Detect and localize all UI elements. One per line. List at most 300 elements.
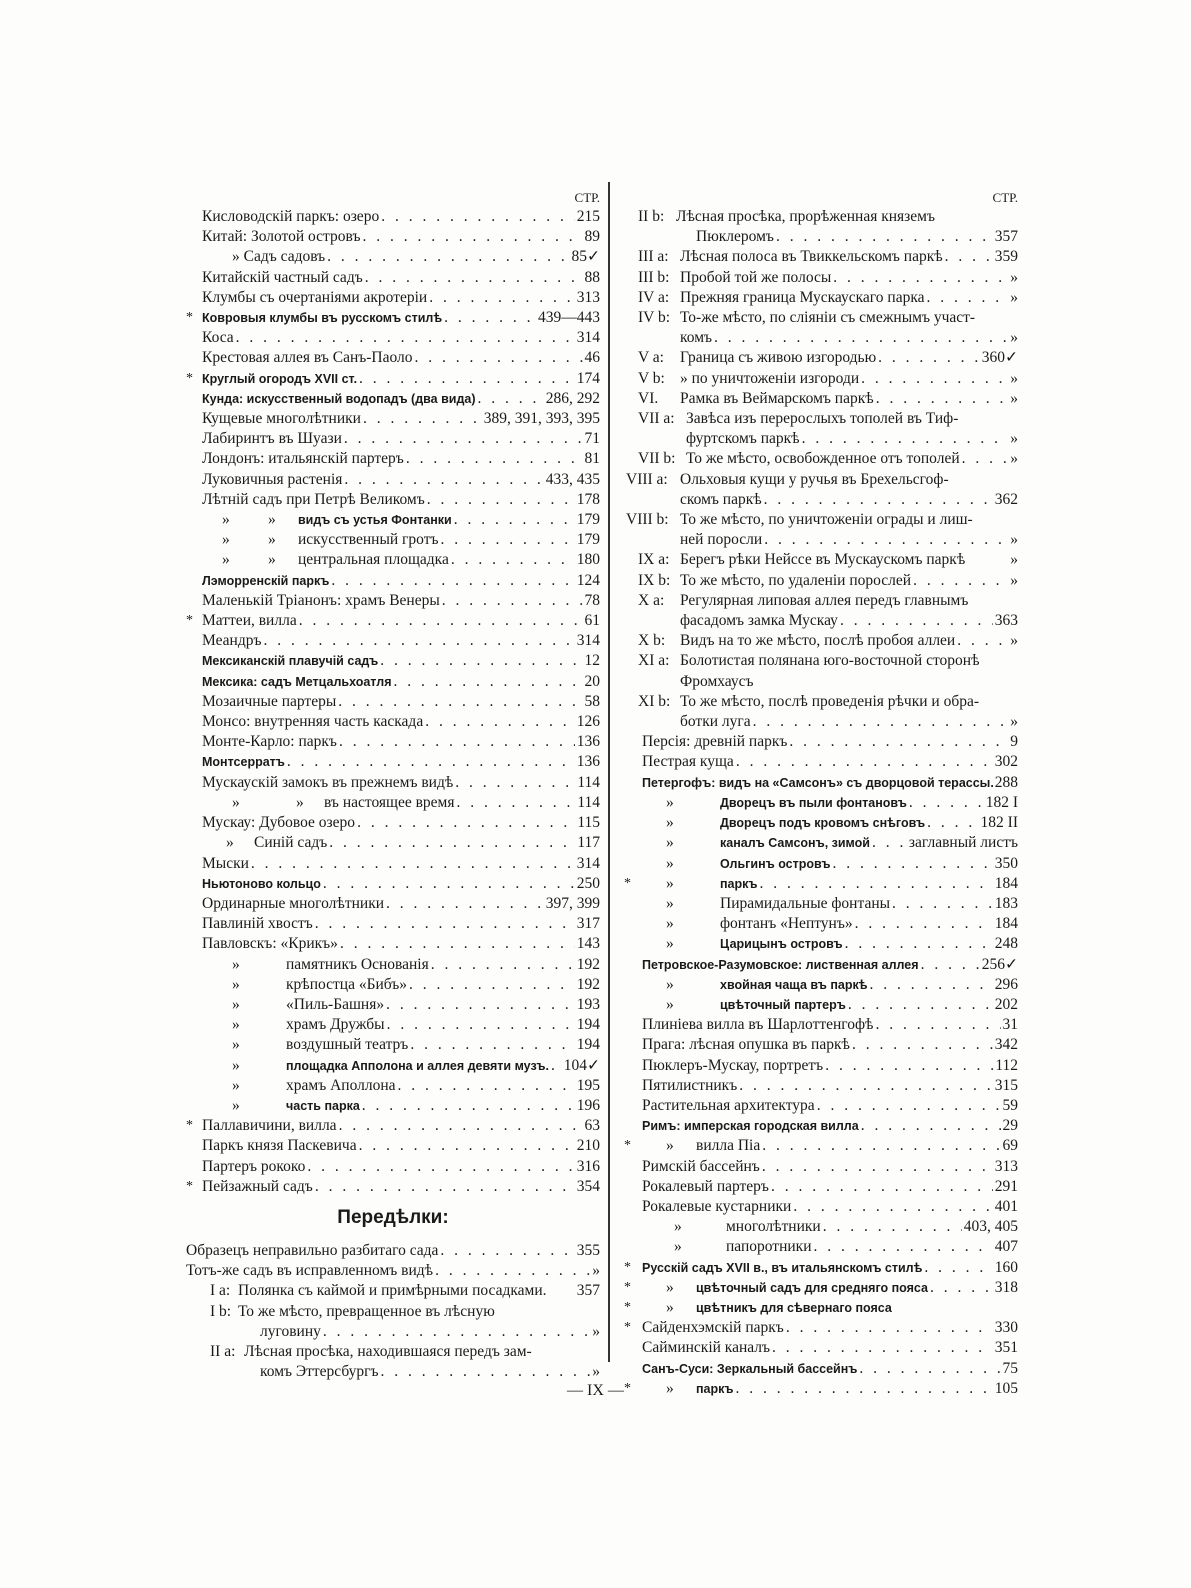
index-entry [186,934,600,954]
index-entry [626,752,1018,772]
entry-text: цвѣточный партеръ [720,997,846,1012]
index-entry [626,571,1018,591]
entry-text: Пробой той же полосы [680,268,832,286]
entry-label: » [666,874,674,892]
entry-text: комъ [680,329,713,347]
page-number: 115 [577,814,600,832]
page-number: 179 [576,511,600,529]
dot-leader [927,813,978,833]
entry-text: воздушный театръ [286,1036,409,1054]
dot-leader [825,1056,993,1076]
entry-label: » [666,814,674,832]
entry-text: Пюклеромъ [696,228,774,246]
page-number: 184 [994,915,1018,933]
index-entry [186,510,600,530]
entry-label: » [666,1379,674,1397]
page-number: 89 [584,228,600,246]
dot-leader [307,1157,574,1177]
entry-text: Мозаичные партеры [202,692,337,710]
dot-leader [381,207,575,227]
entry-text: Болотистая полянана юго-восточной сторонѣ [680,652,980,670]
page-number: 314 [576,329,600,347]
index-entry [626,712,1018,732]
entry-text: луговину [260,1322,321,1340]
entry-label: V a: [638,349,664,367]
page-number: » [1010,713,1018,731]
dot-leader [861,1116,1001,1136]
asterisk-mark: * [624,1138,631,1154]
page-number: 342 [994,1036,1018,1054]
entry-text: Мыски [202,854,249,872]
dot-leader [793,1197,992,1217]
entry-text: Лондонъ: итальянскій партеръ [202,450,404,468]
index-entry [626,1015,1018,1035]
index-entry [626,389,1018,409]
dot-leader [340,934,575,954]
page-number: 9 [1010,733,1018,751]
page-number: » [1010,430,1018,448]
index-entry [626,308,1018,328]
index-entry [186,1281,600,1301]
entry-label: » [232,995,240,1013]
page-column-label: СТР. [574,190,600,205]
dot-leader [852,1035,993,1055]
asterisk-mark: * [624,875,631,891]
page-number: 31 [1002,1016,1018,1034]
entry-text: То же мѣсто, послѣ проведенія рѣчки и обра- [680,692,980,710]
dot-leader [323,874,575,894]
index-entry [626,651,1018,671]
page-number: 291 [994,1177,1018,1195]
entry-text: Маттеи, вилла [202,612,297,630]
entry-text: Монсо: внутренняя часть каскада [202,713,424,731]
index-entry [626,1157,1018,1177]
entry-text: Кущевые многолѣтники [202,410,361,428]
entry-text: Кунда: искусственный водопадъ (два вида) [202,391,476,406]
entry-text: Петровское-Разумовское: лиственная аллея [642,957,919,972]
page-number: 439—443 [538,309,600,327]
index-entry [186,550,600,570]
entry-text: Растительная архитектура [642,1096,815,1114]
dot-leader [440,1241,574,1261]
asterisk-mark: * [186,613,193,629]
page-number: 351 [994,1339,1018,1357]
index-entry [186,914,600,934]
entry-label: » [666,854,674,872]
index-entry [186,1362,600,1382]
index-entry [626,207,1018,227]
entry-label: » [232,975,240,993]
page-number: 194 [576,1036,600,1054]
entry-text: памятникъ Основанія [286,955,429,973]
page-number: » [1010,288,1018,306]
index-entry [626,813,1018,833]
entry-text: видъ съ устья Фонтанки [298,513,452,528]
index-entry [626,1056,1018,1076]
entry-text: площадка Апполона и аллея девяти музъ. [286,1058,549,1073]
page-number: » [1010,389,1018,407]
dot-leader [848,995,993,1015]
entry-label: II b: [638,208,665,225]
index-entry [626,490,1018,510]
page-number: 248 [994,935,1018,953]
page-number: 193 [576,995,600,1013]
index-entry [186,955,600,975]
entry-text: Дворецъ подъ кровомъ снѣговъ [720,816,926,831]
entry-label: » [222,511,230,529]
page-number: 117 [577,834,600,852]
page-number: 315 [994,1076,1018,1094]
dot-leader [833,268,1008,288]
page-number: » [1010,268,1018,286]
index-entry [186,894,600,914]
entry-label: » [674,1218,682,1236]
entry-text: То-же мѣсто, по сліяніи съ смежнымъ участ- [680,309,976,327]
entry-label: » [666,1298,674,1316]
page-number: 183 [994,894,1018,912]
entry-label: » [666,1137,674,1155]
page-number: заглавный листъ [908,834,1018,852]
dot-leader [814,1237,993,1257]
entry-text: искусственный гротъ [298,531,439,549]
page-number: 401 [994,1197,1018,1215]
index-entry [626,955,1018,975]
asterisk-mark: * [624,1259,631,1275]
index-entry [186,813,600,833]
entry-label: X a: [638,591,665,609]
dot-leader [714,328,1008,348]
entry-label: VII a: [638,410,675,428]
dot-leader [457,793,576,813]
index-entry [626,894,1018,914]
entry-text: Монте-Карло: паркъ [202,733,337,751]
page-number: 397, 399 [545,894,600,912]
page-number: 318 [994,1278,1018,1296]
dot-leader [263,631,574,651]
index-entry [626,247,1018,267]
entry-text: Ковровыя клумбы въ русскомъ стилѣ [202,311,443,326]
index-entry [186,672,600,692]
entry-label: » [232,793,240,811]
page-number: 12 [584,652,600,670]
index-entry [626,1237,1018,1257]
dot-leader [359,1136,575,1156]
entry-text: Коса [202,329,234,347]
page-number: 182 II [980,814,1018,832]
page-number: 46 [584,349,600,367]
entry-label: V b: [638,369,665,387]
page-number: 88 [584,268,600,286]
entry-text: ней поросли [680,531,763,549]
dot-leader [410,1035,574,1055]
dot-leader [359,369,575,389]
page-number: 192 [576,975,600,993]
entry-text: То же мѣсто, освобожденное отъ тополей [686,450,960,468]
dot-leader [315,1177,575,1197]
dot-leader [927,288,1009,308]
page-number: 389, 391, 393, 395 [483,410,600,428]
dot-leader [344,470,543,490]
page-number: » [1010,571,1018,589]
entry-text: Круглый огородъ XVII ст. [202,371,358,386]
dot-leader [875,1015,1000,1035]
index-entry [186,1261,600,1281]
entry-text: храмъ Дружбы [286,1016,385,1034]
entry-label: XI b: [638,692,671,710]
page-number: 210 [576,1137,600,1155]
index-entry [186,995,600,1015]
page-number: » [1010,632,1018,650]
entry-text: Рокалевый партеръ [642,1177,769,1195]
entry-text: Прага: лѣсная опушка въ паркѣ [642,1036,850,1054]
index-entry [626,672,1018,692]
page-number: 194 [576,1016,600,1034]
dot-leader [876,389,1009,409]
page-number: 286, 292 [545,389,600,407]
index-entry [186,348,600,368]
dot-leader [425,712,575,732]
entry-text: Фромхаусъ [680,672,754,690]
entry-text: Римскій бассейнъ [642,1157,760,1175]
page-number: 403, 405 [963,1218,1018,1236]
entry-label: » [222,531,230,549]
page-number: 63 [584,1117,600,1135]
entry-text: Лэморренскій паркъ [202,573,330,588]
entry-label: » [232,1036,240,1054]
index-entry [186,611,600,631]
entry-text: Полянка съ каймой и примѣрными посадками. [238,1282,547,1300]
page-number: » [592,1262,600,1280]
page-number: 192 [576,955,600,973]
index-entry [186,247,600,267]
dot-leader [442,591,583,611]
dot-leader [739,1076,993,1096]
dot-leader [415,348,583,368]
entry-text: Пестрая куща [642,753,734,771]
section-title: Передѣлки: [337,1206,449,1228]
index-entry [626,1298,1018,1318]
entry-label: » [232,1096,240,1114]
entry-text: Дворецъ въ пыли фонтановъ [720,795,907,810]
entry-label: » [232,1076,240,1094]
index-entry [186,631,600,651]
index-entry [626,268,1018,288]
index-entry [186,752,600,772]
entry-text: Сайминскій каналъ [642,1339,771,1357]
page-number: 313 [994,1157,1018,1175]
entry-text: Видъ на то же мѣсто, послѣ пробоя аллеи [680,632,956,650]
dot-leader [845,934,993,954]
index-entry [186,490,600,510]
page-number: 180 [576,551,600,569]
dot-leader [762,1157,993,1177]
index-entry [626,995,1018,1015]
index-entry [626,1096,1018,1116]
page-number: 59 [1002,1096,1018,1114]
dot-leader [381,1362,591,1382]
index-entry [186,530,600,550]
asterisk-mark: * [624,1279,631,1295]
dot-leader [339,732,575,752]
index-entry [626,409,1018,429]
index-entry [626,288,1018,308]
entry-label: VIII b: [626,511,669,529]
entry-label: » [674,1238,682,1256]
entry-label: » [268,511,276,529]
page-number: 202 [994,995,1018,1013]
entry-text: Лабиринтъ въ Шуази [202,430,342,448]
index-entry [626,449,1018,469]
index-entry [186,389,600,409]
entry-text: «Пиль-Башня» [286,995,385,1013]
dot-leader [872,833,907,853]
page-number: » [1010,551,1018,569]
entry-text: Рамка въ Веймарскомъ паркѣ [680,389,874,407]
entry-label: VII b: [638,450,676,468]
entry-text: Партеръ рококо [202,1157,306,1175]
entry-text: Пятилистникъ [642,1076,738,1094]
entry-text: Паллавичини, вилла [202,1117,337,1135]
dot-leader [431,955,575,975]
entry-label: » [232,955,240,973]
entry-label: IV a: [638,288,670,306]
entry-text: каналъ Самсонъ, зимой [720,836,870,851]
entry-text: Мексиканскій плавучій садъ [202,654,379,669]
entry-text: Монтсерратъ [202,755,285,770]
dot-leader [478,389,544,409]
index-entry [626,1116,1018,1136]
entry-label: I b: [210,1302,232,1320]
index-entry [186,1116,600,1136]
right-column [626,188,1018,1399]
index-entry [626,692,1018,712]
dot-leader [861,369,1008,389]
entry-text: Ординарные многолѣтники [202,894,385,912]
index-entry [186,833,600,853]
page-number: 316 [576,1157,600,1175]
index-entry [626,631,1018,651]
dot-leader [855,914,993,934]
index-entry [626,530,1018,550]
page-number: 29 [1002,1117,1018,1135]
entry-label: » [666,894,674,912]
dot-leader [551,1056,562,1076]
page-number: 179 [576,531,600,549]
index-entry [626,975,1018,995]
entry-label: » [226,834,234,852]
page-number: 215 [576,208,600,225]
dot-leader [760,874,993,894]
entry-label: » [666,935,674,953]
index-entry [626,934,1018,954]
index-entry [186,773,600,793]
index-entry [626,1338,1018,1358]
page-number: 178 [576,490,600,508]
entry-text: Ольховыя кущи у ручья въ Брехельсгоф- [680,470,949,488]
asterisk-mark: * [624,1320,631,1336]
page-number: 433, 435 [545,470,600,488]
entry-label: » [296,793,304,811]
dot-leader [394,672,583,692]
index-entry [186,1322,600,1342]
entry-text: Сайденхэмскій паркъ [642,1319,784,1337]
dot-leader [362,1096,575,1116]
dot-leader [892,894,993,914]
entry-text: Мускау: Дубовое озеро [202,814,356,832]
page-number: 114 [577,773,600,791]
dot-leader [331,571,574,591]
page-number: 296 [994,975,1018,993]
page-number: » [1010,329,1018,347]
entry-text: фонтанъ «Нептунъ» [720,915,853,933]
dot-leader [451,550,575,570]
page-number: 363 [994,612,1018,630]
dot-leader [409,975,575,995]
page-number: 20 [584,672,600,690]
entry-text: Маленькій Тріанонъ: храмъ Венеры [202,591,440,609]
dot-leader [454,510,575,530]
index-entry [186,449,600,469]
index-entry [186,369,600,389]
asterisk-mark: * [186,310,193,326]
dot-leader [764,490,993,510]
page-number: 104✓ [563,1056,600,1074]
index-entry [626,1217,1018,1237]
dot-leader [772,1338,993,1358]
page-number: 75 [1002,1359,1018,1377]
dot-leader [329,833,575,853]
index-entry [626,793,1018,813]
entry-text: скомъ паркѣ [680,490,762,508]
index-entry [626,1359,1018,1379]
dot-leader [455,773,575,793]
index-entry [186,1015,600,1035]
dot-leader [930,1278,993,1298]
entry-text: Русскій садъ XVII в., въ итальянскомъ стилѣ [642,1260,923,1275]
index-entry [186,328,600,348]
dot-leader [339,1116,583,1136]
entry-text: Граница съ живою изгородью [680,349,877,367]
dot-leader [344,429,583,449]
page-number: 362 [994,490,1018,508]
page-number: 78 [584,591,600,609]
page-number: » [1010,450,1018,468]
index-entry [626,1076,1018,1096]
index-entry [626,550,1018,570]
index-entry [626,914,1018,934]
page-column-label: СТР. [992,190,1018,205]
entry-label: III b: [638,268,670,286]
index-entry [186,1136,600,1156]
page-number: 314 [576,632,600,650]
entry-label: » [268,531,276,549]
entry-text: Тотъ-же садъ въ исправленномъ видѣ [186,1262,434,1280]
entry-text: Клумбы съ очертаніями акротеріи [202,288,428,306]
dot-leader [386,995,575,1015]
entry-label: IX b: [638,571,671,589]
entry-text: въ настоящее время [324,793,455,811]
dot-leader [236,328,575,348]
entry-label: » [666,1278,674,1296]
entry-text: крѣпостца «Бибъ» [286,975,408,993]
index-entry [186,854,600,874]
entry-text: Завѣса изъ перерослыхъ тополей въ Тиф- [686,410,959,428]
dot-leader [878,348,980,368]
entry-text: Пюклеръ-Мускау, портретъ [642,1056,824,1074]
entry-label: IV b: [638,309,671,327]
index-entry [186,1056,600,1076]
left-column [186,188,600,1382]
